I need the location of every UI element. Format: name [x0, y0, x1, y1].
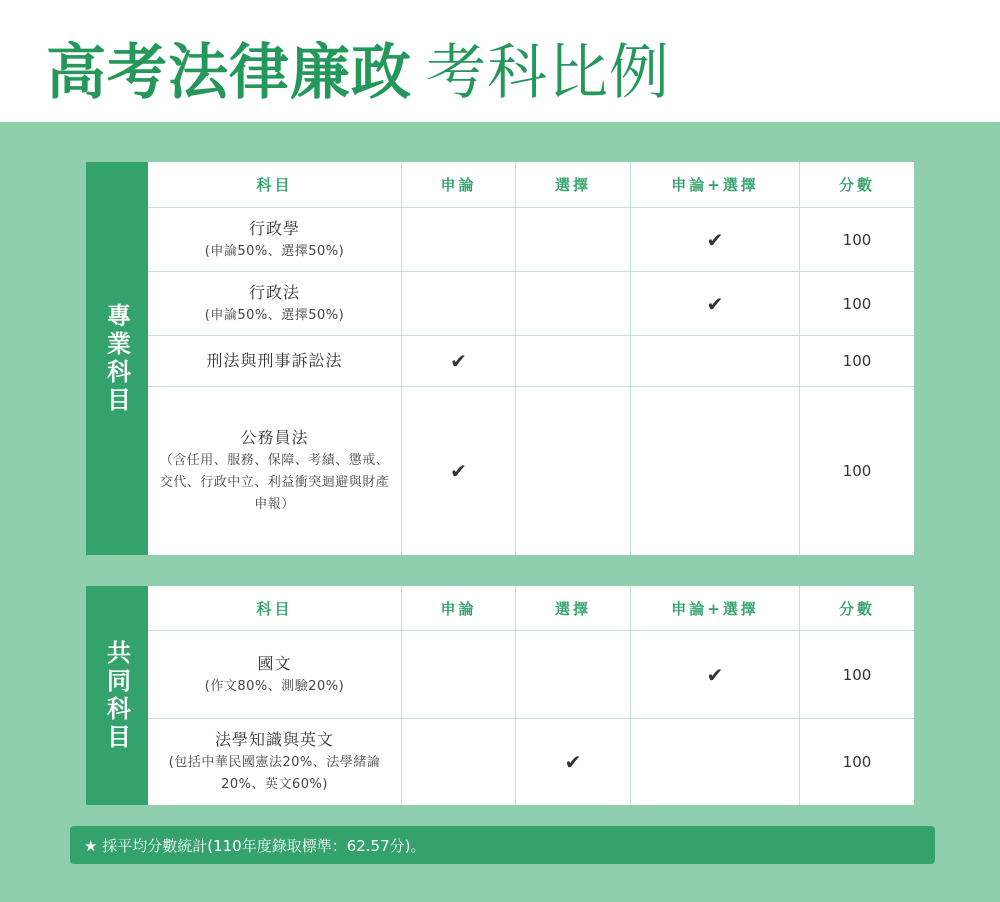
both-cell — [630, 719, 799, 805]
both-cell: ✔ — [630, 208, 799, 271]
choice-cell — [515, 208, 630, 271]
subject-name: 行政學 — [248, 218, 300, 238]
table-row — [148, 207, 914, 271]
score-cell: 100 — [799, 336, 914, 386]
common-table — [148, 586, 914, 805]
both-cell: ✔ — [630, 631, 799, 718]
essay-cell: ✔ — [401, 336, 515, 386]
header-both: 申論+選擇 — [630, 162, 799, 207]
subject-note: (作文80%、測驗20%) — [204, 678, 345, 694]
subject-name: 法學知識與英文 — [214, 730, 334, 749]
header-choice: 選擇 — [515, 586, 630, 630]
essay-cell — [401, 719, 515, 805]
subject-cell — [148, 719, 401, 805]
choice-cell — [515, 631, 630, 718]
header-choice: 選擇 — [515, 162, 630, 207]
score-cell: 100 — [799, 208, 914, 271]
essay-cell — [401, 631, 515, 718]
table-row — [148, 718, 914, 805]
professional-table — [148, 162, 914, 555]
essay-cell — [401, 208, 515, 271]
table-row — [148, 630, 914, 718]
choice-cell — [515, 387, 630, 555]
subject-name: 公務員法 — [240, 428, 309, 447]
header-subject: 科目 — [256, 599, 293, 618]
essay-cell — [401, 272, 515, 335]
header-essay: 申論 — [401, 162, 515, 207]
choice-cell: ✔ — [515, 719, 630, 805]
choice-cell — [515, 272, 630, 335]
title-sub: 考科比例 — [426, 38, 670, 108]
both-cell — [630, 336, 799, 386]
subject-note: （含任用、服務、保障、考績、懲戒、交代、行政中立、利益衝突迴避與財產申報） — [159, 453, 390, 512]
score-cell: 100 — [799, 631, 914, 718]
table-header-row — [148, 162, 914, 207]
footer-note — [70, 826, 935, 864]
footer-note-text: ★ 採平均分數統計(110年度錄取標準：62.57分)。 — [84, 836, 426, 855]
choice-cell — [515, 336, 630, 386]
subject-cell — [148, 631, 401, 718]
table-row — [148, 335, 914, 386]
header-score: 分數 — [799, 162, 914, 207]
score-cell: 100 — [799, 387, 914, 555]
essay-cell: ✔ — [401, 387, 515, 555]
common-section — [86, 586, 914, 805]
page-title — [46, 38, 670, 108]
subject-cell — [148, 387, 401, 555]
score-cell: 100 — [799, 719, 914, 805]
subject-name: 行政法 — [248, 282, 300, 302]
subject-note: (申論50%、選擇50%) — [204, 243, 345, 259]
subject-note: (申論50%、選擇50%) — [204, 307, 345, 323]
table-row — [148, 271, 914, 335]
subject-cell — [148, 208, 401, 271]
header-score: 分數 — [799, 586, 914, 630]
subject-cell — [148, 336, 401, 386]
subject-name: 刑法與刑事訴訟法 — [206, 351, 343, 370]
title-main: 高考法律廉政 — [46, 38, 412, 108]
subject-name: 國文 — [257, 653, 292, 673]
header-essay: 申論 — [401, 586, 515, 630]
common-section-label: 共同科目 — [86, 586, 148, 805]
subject-note: (包括中華民國憲法20%、法學緒論20%、英文60%) — [168, 755, 381, 792]
both-cell: ✔ — [630, 272, 799, 335]
score-cell: 100 — [799, 272, 914, 335]
table-row — [148, 386, 914, 555]
table-header-row — [148, 586, 914, 630]
both-cell — [630, 387, 799, 555]
header-both: 申論+選擇 — [630, 586, 799, 630]
professional-section-label: 專業科目 — [86, 162, 148, 555]
header — [0, 0, 1000, 122]
subject-cell — [148, 272, 401, 335]
professional-section — [86, 162, 914, 555]
header-subject: 科目 — [256, 176, 293, 194]
